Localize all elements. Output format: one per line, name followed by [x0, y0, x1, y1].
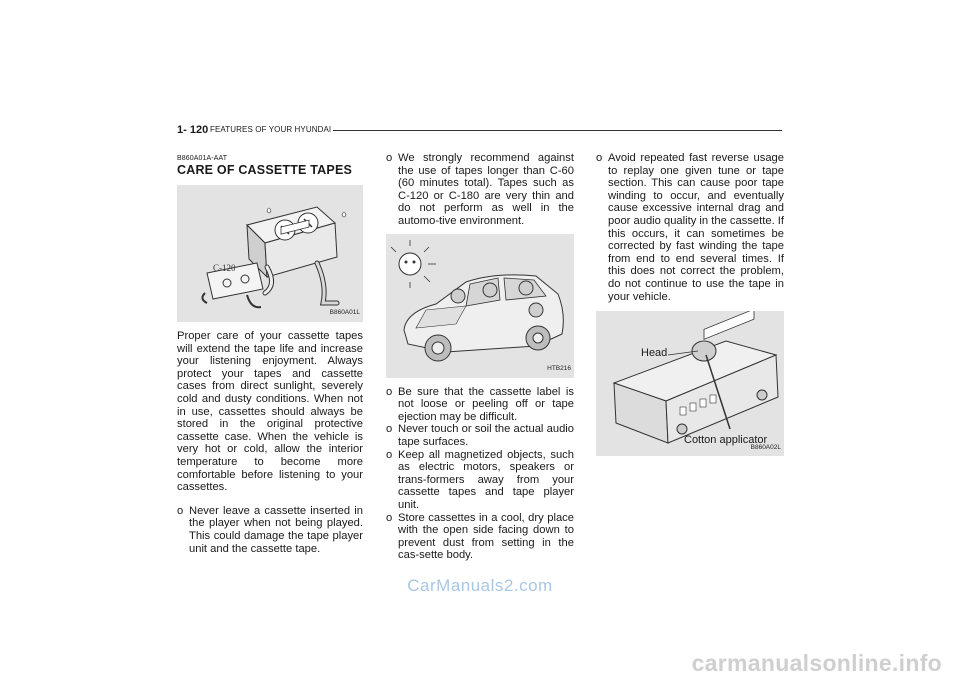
- section-heading: CARE OF CASSETTE TAPES: [177, 163, 353, 177]
- bullet-marker: o: [386, 511, 393, 524]
- bullet-marker: o: [386, 448, 393, 461]
- tape-head-figure: [596, 311, 784, 456]
- list-item: [386, 152, 574, 228]
- figure-code: B860A02L: [750, 443, 781, 451]
- bullet-text: Be sure that the cassette label is not loose or peeling off or tape ejection may be difficult.: [398, 385, 574, 423]
- bullet-text: We strongly recommend against the use of tapes longer than C-60 (60 minutes total). Tapes such as C-120 or C-180 are very thin and do not perform as well in the automo-tive environment.: [398, 152, 574, 227]
- watermark-footer: carmanualsonline.info: [691, 650, 942, 676]
- bullet-marker: o: [386, 423, 393, 436]
- list-item: [386, 449, 574, 512]
- head-label: Head: [641, 347, 668, 360]
- bullet-marker: o: [596, 152, 603, 164]
- bullet-text: Avoid repeated fast reverse usage to replay one given tune or tape section. This can cause poor tape winding to occur, and eventually cause excessive internal drag and poor audio quality in the cassette. If this occurs, it can sometimes be corrected by fast winding the tape from end to end several times. If this does not correct the problem, do not continue to use the tape in your vehicle.: [608, 152, 785, 303]
- bullet-text: Store cassettes in a cool, dry place with the open side facing down to prevent dust from setting in the cas-sette body.: [398, 511, 574, 562]
- car-in-sunlight-illustration: [386, 234, 574, 378]
- page-number: 1- 120: [177, 124, 209, 136]
- list-item: [177, 505, 363, 555]
- page-header: [177, 124, 782, 138]
- column-1: [177, 154, 363, 555]
- cassette-figure: [177, 185, 363, 322]
- figure-code: HTB216: [547, 364, 571, 372]
- bullet-text: Never leave a cassette inserted in the player when not being played. This could damage the tape player unit and the cassette tape.: [189, 504, 363, 555]
- intro-paragraph: Proper care of your cassette tapes will extend the tape life and increase your listening enjoyment. Always protect your tapes and cassette cases from direct sunlight, severely cold and dusty conditions. When not in use, cassettes should always be stored in the original protective cassette case. When the vehicle is very hot or cold, allow the interior temperature to become more comfortable before listening to your cassettes.: [177, 330, 363, 494]
- bullet-marker: o: [386, 385, 393, 398]
- bullet-marker: o: [177, 504, 184, 517]
- cotton-applicator-label: Cotton applicator: [684, 434, 768, 447]
- watermark-center: CarManuals2.com: [407, 576, 553, 595]
- column-3: [596, 152, 784, 456]
- section-code: B860A01A-AAT: [177, 155, 228, 162]
- list-item: [386, 386, 574, 424]
- bullet-text: Keep all magnetized objects, such as electric motors, speakers or trans-formers away from your cassette tapes and tape player unit.: [398, 448, 574, 511]
- list-item: [386, 512, 574, 562]
- list-item: [386, 423, 574, 448]
- tape-label-text: C-120: [213, 263, 236, 273]
- car-sun-figure: [386, 234, 574, 378]
- bullet-text: Never touch or soil the actual audio tape surfaces.: [398, 423, 574, 448]
- cassette-cartoon-illustration: [177, 185, 363, 322]
- column-2: [386, 152, 574, 562]
- header-rule: [333, 130, 782, 131]
- list-item: [596, 152, 784, 303]
- section-title-header: FEATURES OF YOUR HYUNDAI: [210, 125, 332, 134]
- bullet-marker: o: [386, 152, 393, 164]
- figure-code: B860A01L: [329, 309, 360, 317]
